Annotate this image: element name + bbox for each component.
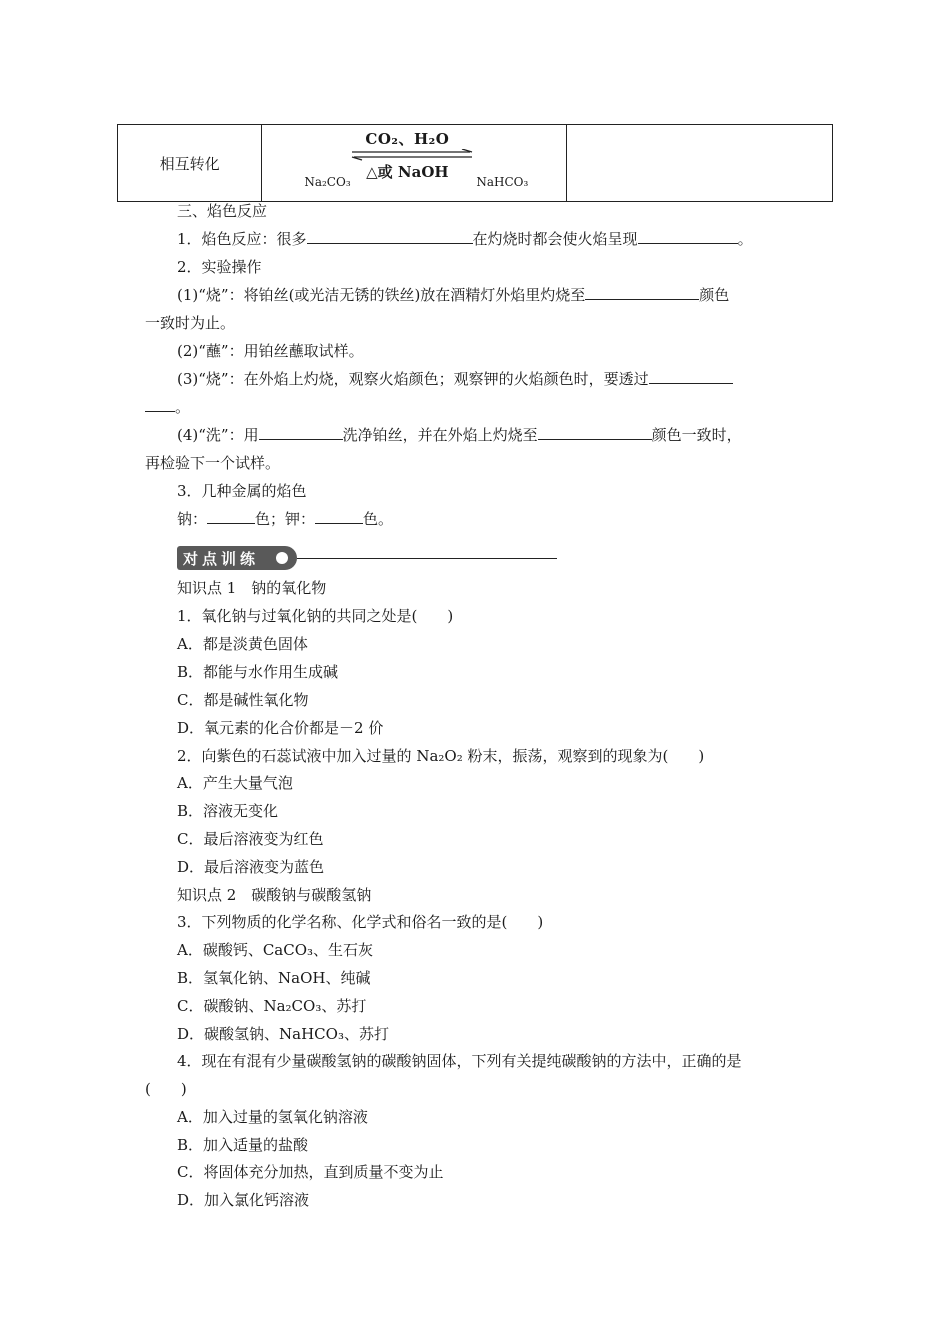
reaction-equation	[262, 125, 566, 201]
text-line: 3．几种金属的焰色	[177, 482, 307, 500]
conversion-table	[117, 124, 833, 202]
answer-option[interactable]: C．都是碱性氧化物	[177, 691, 309, 709]
text-line	[177, 229, 753, 249]
answer-option[interactable]: D．氧元素的化合价都是－2 价	[177, 719, 384, 737]
answer-option[interactable]: D．加入氯化钙溶液	[177, 1191, 310, 1209]
text-line: 再检验下一个试样。	[145, 454, 281, 472]
answer-option[interactable]: C．最后溶液变为红色	[177, 830, 324, 848]
answer-option[interactable]: A．都是淡黄色固体	[177, 635, 308, 653]
empty-cell	[567, 125, 833, 202]
knowledge-point-heading: 知识点 1 钠的氧化物	[177, 579, 327, 597]
fill-blank[interactable]	[649, 369, 733, 384]
reaction-condition-forward: CO₂、H₂O	[365, 130, 450, 148]
fill-blank[interactable]	[538, 425, 652, 440]
reaction-cell	[262, 125, 567, 202]
reaction-condition-reverse: △或 NaOH	[366, 163, 449, 181]
text-segment: 1．焰色反应：很多	[177, 230, 307, 248]
text-segment: 色。	[363, 510, 394, 528]
fill-blank[interactable]	[259, 425, 343, 440]
section-heading: 三、焰色反应	[177, 202, 268, 220]
text-segment: 在灼烧时都会使火焰呈现	[472, 230, 638, 248]
answer-option[interactable]: A．产生大量气泡	[177, 774, 293, 792]
fill-blank[interactable]	[585, 285, 699, 300]
question-stem: 4．现在有混有少量碳酸氢钠的碳酸钠固体，下列有关提纯碳酸钠的方法中，正确的是	[177, 1052, 742, 1070]
question-stem: 3．下列物质的化学名称、化学式和俗名一致的是( )	[177, 913, 544, 931]
fill-blank[interactable]	[145, 397, 175, 412]
text-line	[177, 509, 393, 529]
fill-blank[interactable]	[315, 509, 363, 524]
text-line	[177, 369, 733, 389]
answer-option[interactable]: B．都能与水作用生成碱	[177, 663, 339, 681]
answer-option[interactable]: B．氢氧化钠、NaOH、纯碱	[177, 969, 371, 987]
fill-blank[interactable]	[307, 229, 473, 244]
answer-option[interactable]: B．加入适量的盐酸	[177, 1136, 309, 1154]
fill-blank[interactable]	[207, 509, 255, 524]
question-stem-continued: ( )	[145, 1080, 187, 1098]
text-segment: 颜色一致时，	[651, 426, 742, 444]
practice-banner	[177, 546, 297, 570]
text-line	[177, 425, 742, 445]
dot-icon	[276, 552, 288, 564]
answer-option[interactable]: D．碳酸氢钠、NaHCO₃、苏打	[177, 1025, 389, 1043]
text-segment: 。	[175, 398, 191, 416]
knowledge-point-heading: 知识点 2 碳酸钠与碳酸氢钠	[177, 886, 372, 904]
text-segment: 钠：	[177, 510, 208, 528]
text-line: (2)“蘸”：用铂丝蘸取试样。	[177, 342, 364, 360]
banner-label: 对点训练	[183, 550, 260, 568]
answer-option[interactable]: A．加入过量的氢氧化钠溶液	[177, 1108, 368, 1126]
answer-option[interactable]: C．碳酸钠、Na₂CO₃、苏打	[177, 997, 367, 1015]
question-stem: 2．向紫色的石蕊试液中加入过量的 Na₂O₂ 粉末，振荡，观察到的现象为( )	[177, 747, 705, 765]
answer-option[interactable]: C．将固体充分加热，直到质量不变为止	[177, 1163, 444, 1181]
text-segment: 。	[737, 230, 753, 248]
answer-option[interactable]: B．溶液无变化	[177, 802, 279, 820]
text-segment: (1)“烧”：将铂丝(或光洁无锈的铁丝)放在酒精灯外焰里灼烧至	[177, 286, 586, 304]
reversible-arrow-icon	[350, 149, 476, 161]
product-nahco3: NaHCO₃	[476, 175, 529, 189]
text-segment: (4)“洗”：用	[177, 426, 259, 444]
answer-option[interactable]: D．最后溶液变为蓝色	[177, 858, 325, 876]
text-segment: 颜色	[699, 286, 730, 304]
reactant-na2co3: Na₂CO₃	[304, 175, 351, 189]
text-line: 2．实验操作	[177, 258, 262, 276]
text-segment: 洗净铂丝，并在外焰上灼烧至	[342, 426, 538, 444]
text-line	[177, 285, 729, 305]
text-segment: 色；钾：	[255, 510, 316, 528]
text-line	[145, 397, 190, 417]
fill-blank[interactable]	[638, 229, 738, 244]
text-line: 一致时为止。	[145, 314, 236, 332]
answer-option[interactable]: A．碳酸钙、CaCO₃、生石灰	[177, 941, 374, 959]
table-row	[118, 125, 833, 202]
text-segment: (3)“烧”：在外焰上灼烧，观察火焰颜色；观察钾的火焰颜色时，要透过	[177, 370, 649, 388]
divider	[297, 558, 557, 559]
question-stem: 1．氧化钠与过氧化钠的共同之处是( )	[177, 607, 454, 625]
row-label: 相互转化	[118, 125, 262, 202]
